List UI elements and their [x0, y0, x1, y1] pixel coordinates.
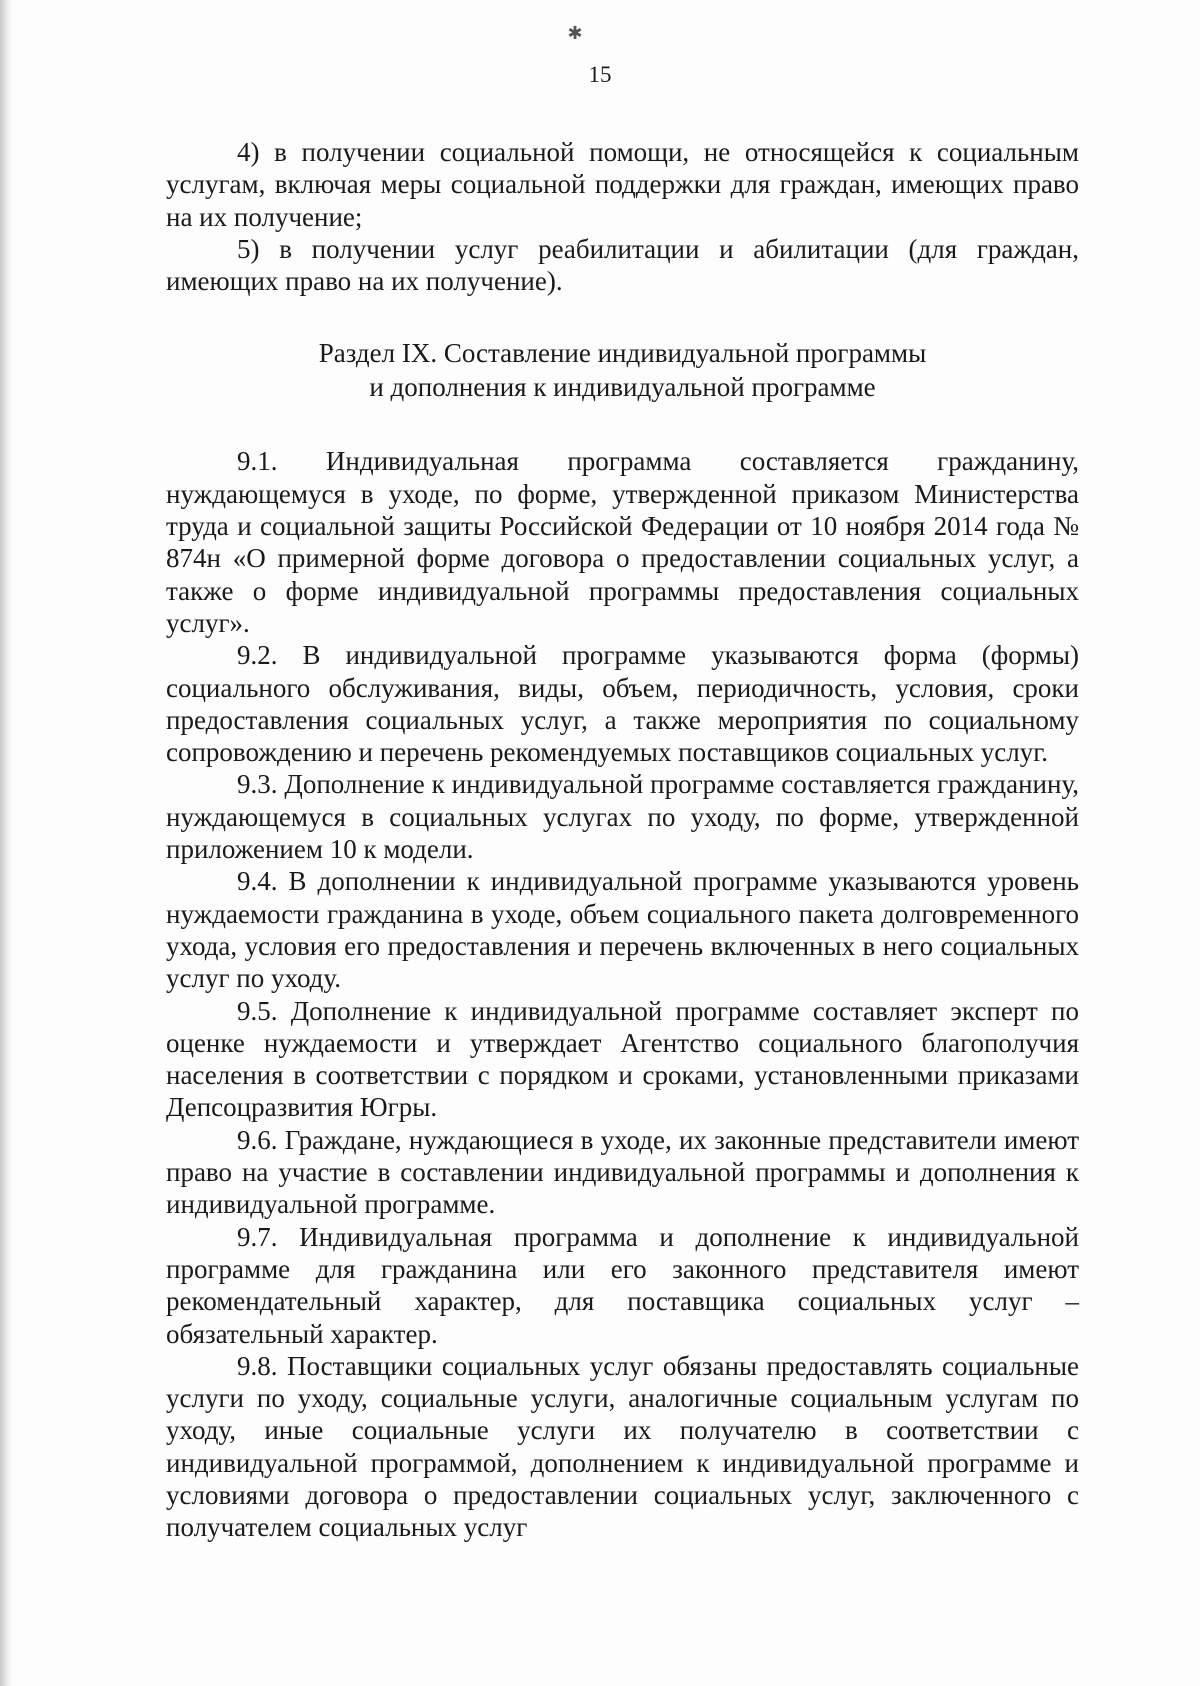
clause-9-8 — [166, 1350, 1079, 1544]
clause-text: Дополнение к индивидуальной программе составляется гражданину, нуждающемуся в социальных услугах по уходу, по форме, утвержденной приложением 10 к модели. — [166, 769, 1080, 865]
clause-number: 9.6. — [237, 1124, 278, 1155]
section-title-line-2: и дополнения к индивидуальной программе — [369, 372, 876, 403]
clause-text: Дополнение к индивидуальной программе составляет эксперт по оценке нуждаемости и утверждает Агентство социального благополучия населения в соответствии с порядком и сроками, установленными приказами Депсоцразвития Югры. — [166, 995, 1079, 1123]
clause-number: 9.4. — [237, 866, 278, 897]
clause-number: 9.7. — [237, 1221, 278, 1252]
clause-text: Индивидуальная программа и дополнение к индивидуальной программе для гражданина или его законного представителя имеют рекомендательный характер, для поставщика социальных услуг – обязательный характер. — [166, 1221, 1080, 1349]
clause-text: Поставщики социальных услуг обязаны предоставлять социальные услуги по уходу, социальные услуги, аналогичные социальным услугам по уходу, иные социальные услуги их получателю в соответствии с индивидуальной программой, дополнением к индивидуальной программе и условиями договора о предоставлении социальных услуг, заключенного с получателем социальных услуг — [166, 1350, 1079, 1543]
clause-number: 9.3. — [237, 769, 278, 800]
clause-number: 9.5. — [237, 995, 278, 1026]
clause-text: Индивидуальная программа составляется гражданину, нуждающемуся в уходе, по форме, утвержденной приказом Министерства труда и социальной защиты Российской Федерации от 10 ноября 2014 года № 874н «О примерной форме договора о предоставлении социальных услуг, а также о форме индивидуальной программы предоставления социальных услуг». — [166, 446, 1079, 638]
scan-mark-icon: ✱ — [567, 23, 583, 43]
clause-text: В дополнении к индивидуальной программе указываются уровень нуждаемости гражданина в уходе, объем социального пакета долговременного ухода, условия его предоставления и перечень включенных в него социальных услуг по уходу. — [166, 866, 1079, 994]
section-heading — [166, 336, 1079, 404]
clause-text: В индивидуальной программе указываются форма (формы) социального обслуживания, виды, объем, периодичность, условия, сроки предоставления социальных услуг, а также мероприятия по социальному сопровождению и перечень рекомендуемых поставщиков социальных услуг. — [166, 640, 1080, 768]
clause-9-7 — [166, 1221, 1079, 1350]
clause-9-3 — [166, 768, 1079, 865]
clause-9-2 — [166, 639, 1079, 768]
section-title-line-1: Раздел IX. Составление индивидуальной программы — [318, 338, 927, 369]
list-item-5 — [166, 233, 1079, 298]
scan-edge-shadow — [0, 0, 12, 1686]
page-number: 15 — [588, 62, 612, 87]
clause-9-1 — [166, 445, 1079, 639]
list-item-text: в получении услуг реабилитации и абилитации (для граждан, имеющих право на их получение). — [166, 233, 1079, 297]
list-item-number: 4) — [237, 137, 260, 167]
clause-number: 9.2. — [237, 640, 278, 671]
clause-number: 9.1. — [237, 446, 278, 477]
clause-9-5 — [166, 995, 1079, 1124]
clause-text: Граждане, нуждающиеся в уходе, их законные представители имеют право на участие в составлении индивидуальной программы и дополнения к индивидуальной программе. — [166, 1124, 1079, 1220]
list-item-number: 5) — [237, 233, 260, 264]
clause-9-4 — [166, 865, 1079, 994]
list-item-text: в получении социальной помощи, не относящейся к социальным услугам, включая меры социальной поддержки для граждан, имеющих право на их получение; — [166, 137, 1079, 232]
clause-number: 9.8. — [237, 1350, 278, 1381]
document-body — [166, 136, 1079, 1544]
list-item-4 — [166, 136, 1079, 233]
clause-9-6 — [166, 1124, 1079, 1221]
